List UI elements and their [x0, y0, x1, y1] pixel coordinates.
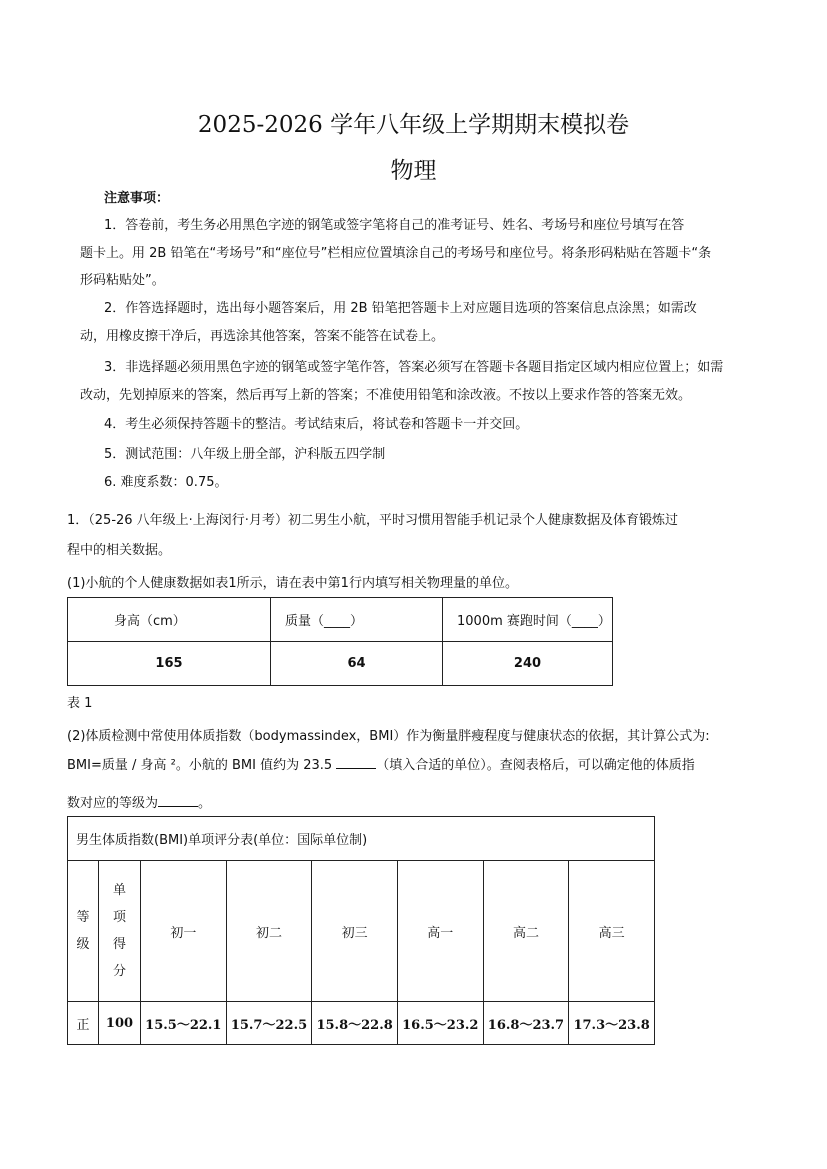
question-part2: (2)体质检测中常使用体质指数（bodymassindex，BMI）作为衡量胖瘦程度与健康状态的依据，其计算公式为:: [67, 729, 710, 744]
bmi-range: 16.5～23.2: [397, 1002, 483, 1045]
col-score: [99, 861, 141, 1002]
note-line: 4．考生必须保持答题卡的整洁。考试结束后，将试卷和答题卡一并交回。: [104, 417, 529, 432]
table-caption: 表 1: [67, 696, 93, 711]
bmi-range: 17.3～23.8: [569, 1002, 655, 1045]
value-height: 165: [68, 642, 271, 686]
bmi-text-cont: （填入合适的单位）。查阅表格后，可以确定他的体质指: [376, 758, 695, 773]
note-line: 题卡上。用 2B 铅笔在“考场号”和“座位号”栏相应位置填涂自己的考场号和座位号。将条形码粘贴在答题卡“条: [80, 246, 712, 261]
bmi-range: 15.7～22.5: [226, 1002, 312, 1045]
grade-header: 高二: [483, 861, 569, 1002]
note-line: 动，用橡皮擦干净后，再选涂其他答案，答案不能答在试卷上。: [80, 329, 445, 344]
grade-text-end: 。: [198, 796, 212, 811]
header-run-time: 1000m 赛跑时间（____）: [443, 598, 613, 642]
bmi-range: 15.8～22.8: [312, 1002, 398, 1045]
value-run-time: 240: [443, 642, 613, 686]
grade-header: 初三: [312, 861, 398, 1002]
col-score-label: 单项得分: [112, 883, 126, 979]
grade-header: 高三: [569, 861, 655, 1002]
blank-grade: [158, 794, 198, 807]
note-line: 2．作答选择题时，选出每小题答案后，用 2B 铅笔把答题卡上对应题目选项的答案信息点涂黑；如需改: [104, 301, 697, 316]
note-line: 6. 难度系数：0.75。: [104, 475, 228, 490]
table2-title: 男生体质指数(BMI)单项评分表(单位：国际单位制): [68, 817, 655, 861]
value-mass: 64: [271, 642, 443, 686]
exam-title: 2025-2026 学年八年级上学期期末模拟卷: [197, 112, 630, 138]
notes-heading: 注意事项：: [104, 191, 170, 206]
grade-text: 数对应的等级为: [67, 796, 159, 811]
question-part2-line3: [67, 792, 211, 811]
question-text: 程中的相关数据。: [67, 543, 172, 558]
col-grade: [68, 861, 99, 1002]
note-line: 形码粘贴处”。: [80, 273, 165, 288]
question-part1: (1)小航的个人健康数据如表1所示，请在表中第1行内填写相关物理量的单位。: [67, 576, 518, 591]
col-grade-label: 等级: [76, 910, 90, 952]
bmi-text: BMI=质量 / 身高 ²。小航的 BMI 值约为 23.5: [67, 758, 337, 773]
bmi-range: 15.5～22.1: [141, 1002, 227, 1045]
bmi-range: 16.8～23.7: [483, 1002, 569, 1045]
note-line: 1．答卷前，考生务必用黑色字迹的钢笔或签字笔将自己的准考证号、姓名、考场号和座位号填写在答: [104, 218, 685, 233]
header-height: 身高（cm）: [68, 598, 271, 642]
subject-title: 物理: [390, 158, 437, 184]
header-mass: 质量（____）: [271, 598, 443, 642]
note-line: 3．非选择题必须用黑色字迹的钢笔或签字笔作答，答案必须写在答题卡各题目指定区域内相应位置上；如需: [104, 360, 724, 375]
note-line: 5．测试范围：八年级上册全部，沪科版五四学制: [104, 447, 386, 462]
row-score: 100: [99, 1002, 141, 1045]
blank-unit: [336, 756, 376, 769]
question-text: 1．（25-26 八年级上·上海闵行·月考）初二男生小航，平时习惯用智能手机记录个人健康数据及体育锻炼过: [67, 513, 678, 528]
note-line: 改动，先划掉原来的答案，然后再写上新的答案；不准使用铅笔和涂改液。不按以上要求作答的答案无效。: [80, 388, 692, 403]
grade-header: 初一: [141, 861, 227, 1002]
grade-header: 高一: [397, 861, 483, 1002]
health-data-table: [67, 597, 613, 686]
row-grade: 正: [68, 1002, 99, 1045]
bmi-score-table: [67, 816, 655, 1045]
grade-header: 初二: [226, 861, 312, 1002]
question-part2-line2: [67, 754, 695, 773]
